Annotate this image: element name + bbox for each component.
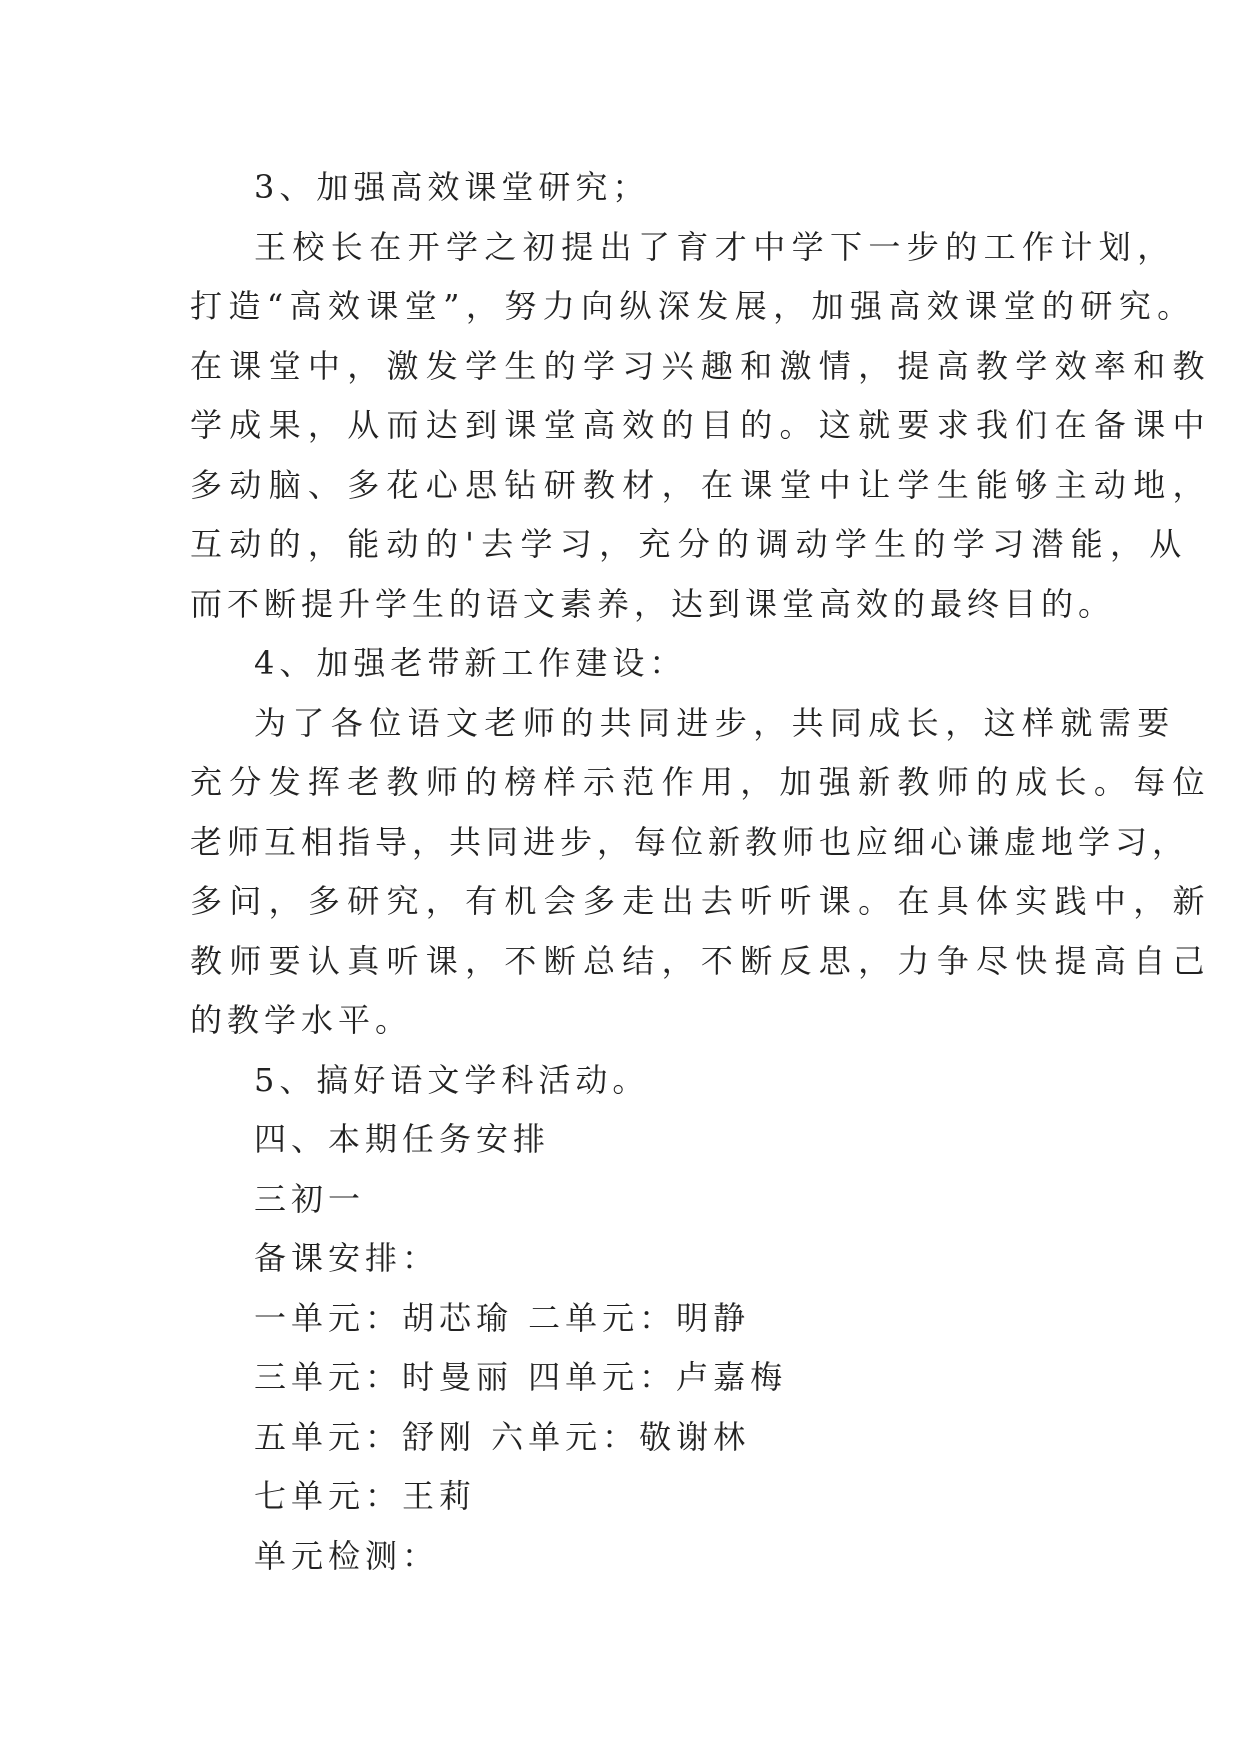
paragraph-line: 学成果，从而达到课堂高效的目的。这就要求我们在备课中 (190, 406, 1212, 444)
paragraph-line: 在课堂中，激发学生的学习兴趣和激情，提高教学效率和教 (190, 346, 1212, 385)
heading-3: 3、加强高效课堂研究； (254, 168, 650, 206)
section-heading: 四、本期任务安排 (254, 1120, 551, 1158)
grade-label: 三初一 (254, 1179, 366, 1218)
assignment-line: 三单元：时曼丽 四单元：卢嘉梅 (254, 1358, 788, 1396)
subheading-unit-test: 单元检测： (254, 1536, 440, 1575)
paragraph-line: 而不断提升学生的语文素养，达到课堂高效的最终目的。 (190, 584, 1116, 623)
assignment-line: 一单元：胡芯瑜 二单元：明静 (254, 1298, 751, 1337)
subheading-lesson-prep: 备课安排： (254, 1239, 440, 1277)
assignment-line: 七单元：王莉 (254, 1477, 477, 1515)
heading-5: 5、搞好语文学科活动。 (254, 1060, 650, 1099)
paragraph-line: 为了各位语文老师的共同进步，共同成长，这样就需要 (254, 703, 1176, 742)
paragraph-line: 多动脑、多花心思钻研教材，在课堂中让学生能够主动地， (190, 465, 1212, 504)
heading-4: 4、加强老带新工作建设： (254, 644, 687, 682)
paragraph-line: 教师要认真听课，不断总结，不断反思，力争尽快提高自己 (190, 941, 1212, 980)
paragraph-line: 充分发挥老教师的榜样示范作用，加强新教师的成长。每位 (190, 763, 1212, 801)
paragraph-line: 多问，多研究，有机会多走出去听听课。在具体实践中，新 (190, 882, 1212, 920)
paragraph-line: 的教学水平。 (190, 1001, 413, 1039)
paragraph-line: 互动的，能动的'去学习，充分的调动学生的学习潜能，从 (190, 525, 1189, 563)
paragraph-line: 打造“高效课堂”，努力向纵深发展，加强高效课堂的研究。 (190, 287, 1196, 325)
assignment-line: 五单元：舒刚 六单元：敬谢林 (254, 1417, 751, 1456)
paragraph-line: 王校长在开学之初提出了育才中学下一步的工作计划， (254, 227, 1176, 266)
paragraph-line: 老师互相指导，共同进步，每位新教师也应细心谦虚地学习， (190, 822, 1190, 861)
document-body (190, 158, 1212, 1586)
